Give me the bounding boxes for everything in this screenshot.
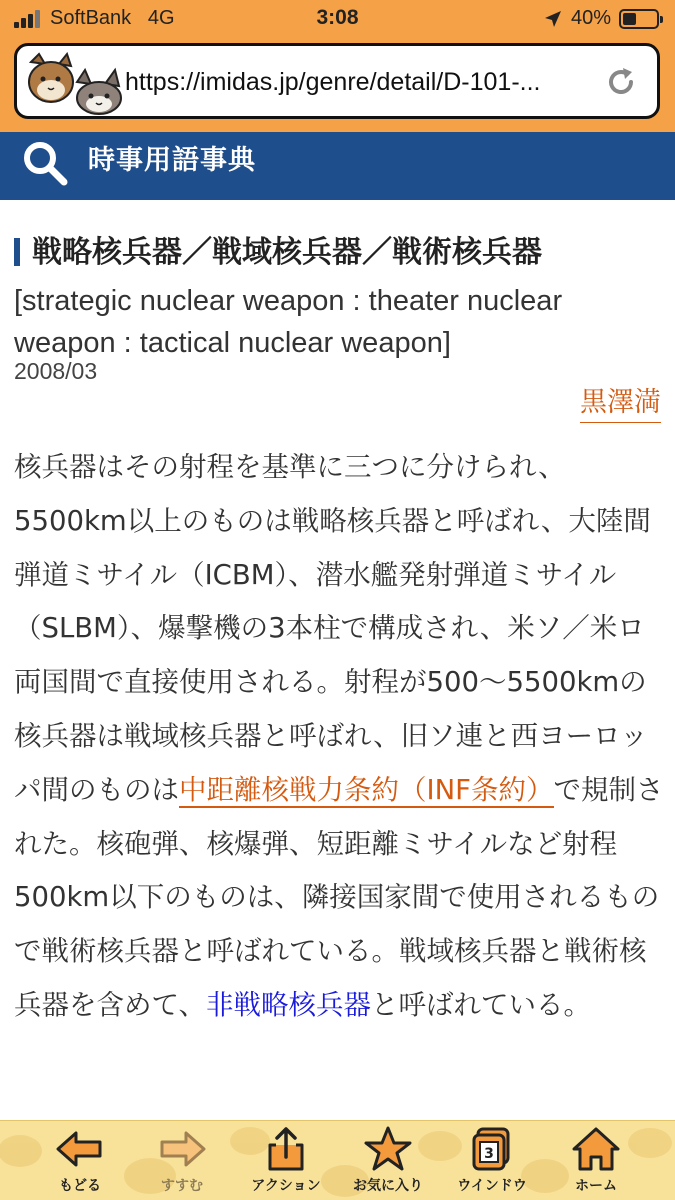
article-body — [14, 441, 664, 1033]
url-text[interactable]: https://imidas.jp/genre/detail/D-101-... — [125, 68, 541, 96]
body-text-2: で規制された。核砲弾、核爆弾、短距離ミサイルなど射程500km以下のものは、隣接国家間で使用されるもので戦術核兵器と呼ばれている。戦域核兵器と戦術核兵器を含めて、 — [14, 773, 664, 1021]
home-label: ホーム — [575, 1178, 617, 1194]
browser-top-bar — [0, 0, 675, 132]
action-button[interactable] — [234, 1125, 338, 1200]
back-button[interactable] — [28, 1125, 132, 1200]
back-arrow-icon — [54, 1125, 106, 1173]
window-count-badge: 3 — [484, 1146, 494, 1162]
site-banner — [0, 132, 675, 200]
battery-icon — [619, 9, 659, 29]
search-icon[interactable] — [18, 136, 72, 190]
back-label: もどる — [59, 1178, 101, 1194]
banner-title[interactable]: 時事用語事典 — [88, 145, 256, 176]
share-icon — [260, 1125, 312, 1173]
favorites-label: お気に入り — [353, 1178, 423, 1194]
action-label: アクション — [251, 1178, 321, 1194]
body-text-3: と呼ばれている。 — [370, 988, 591, 1021]
star-icon — [362, 1125, 414, 1173]
battery-percent: 40% — [570, 7, 611, 29]
carrier-label: SoftBank 4G — [50, 7, 175, 29]
windows-icon — [466, 1125, 518, 1173]
forward-button[interactable] — [130, 1125, 234, 1200]
clock: 3:08 — [316, 6, 359, 29]
article-english-title: [strategic nuclear weapon : theater nuclear weapon : tactical nuclear weapon] — [14, 285, 563, 359]
bottom-toolbar — [0, 1120, 675, 1200]
non-strategic-weapon-link[interactable]: 非戦略核兵器 — [205, 988, 371, 1021]
article-date: 2008/03 — [14, 358, 98, 384]
windows-label: ウインドウ — [457, 1178, 527, 1194]
cats-logo-icon[interactable] — [25, 52, 125, 116]
windows-button[interactable] — [440, 1125, 544, 1200]
status-bar — [0, 0, 675, 38]
favorites-button[interactable] — [336, 1125, 440, 1200]
forward-arrow-icon — [156, 1125, 208, 1173]
author-link[interactable]: 黒澤満 — [580, 384, 661, 423]
home-icon — [570, 1125, 622, 1173]
inf-treaty-link[interactable]: 中距離核戦力条約（INF条約） — [179, 773, 554, 806]
body-text-1: 核兵器はその射程を基準に三つに分けられ、5500km以上のものは戦略核兵器と呼ばれ、大陸間弾道ミサイル（ICBM）、潜水艦発射弾道ミサイル（SLBM）、爆撃機の3本柱で構成され、米ソ／米ロ両国間で直接使用される。射程が500〜5500kmの核兵器は戦域核兵器と呼ばれ、旧ソ連と西ヨーロッパ間のものは — [14, 451, 651, 806]
location-arrow-icon — [543, 9, 563, 29]
reload-icon[interactable] — [603, 64, 639, 100]
address-bar[interactable] — [14, 43, 660, 119]
forward-label: すすむ — [160, 1178, 204, 1194]
article-title: 戦略核兵器／戦域核兵器／戦術核兵器 — [14, 232, 664, 274]
home-button[interactable] — [544, 1125, 648, 1200]
